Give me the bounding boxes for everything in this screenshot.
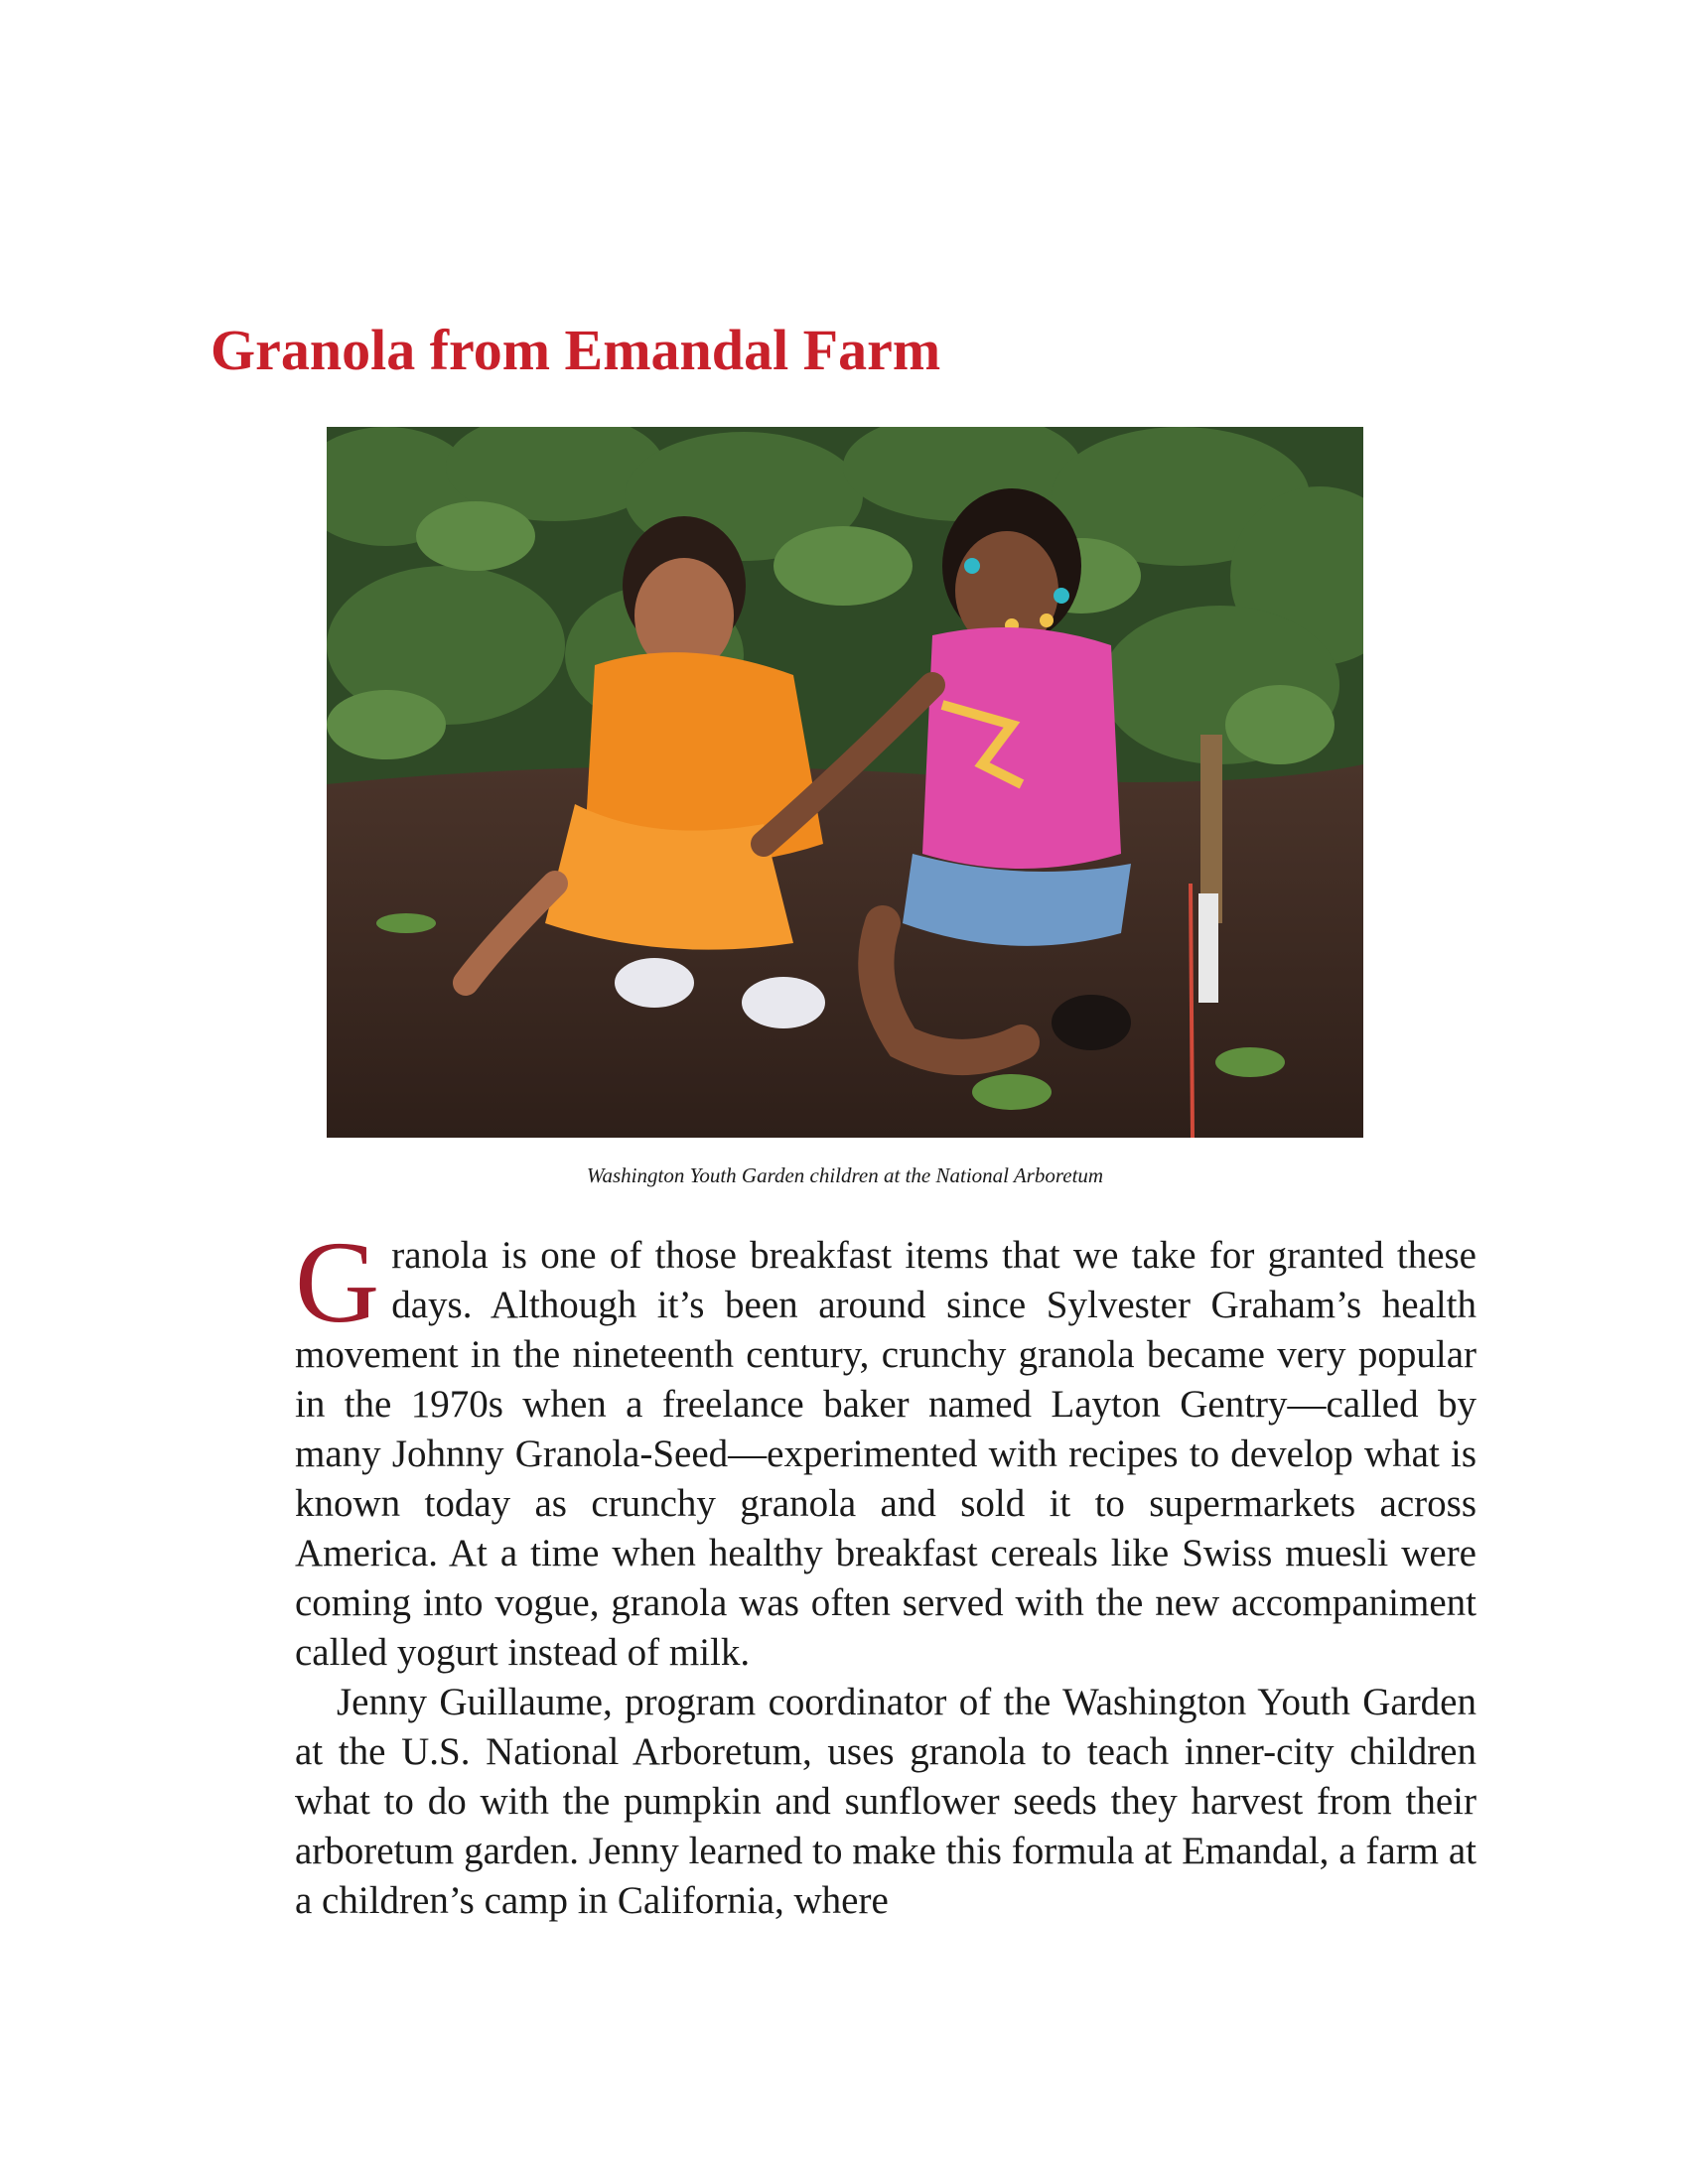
drop-cap: G <box>295 1217 380 1347</box>
article-photo <box>327 427 1363 1138</box>
paragraph-1 <box>295 1217 1477 1678</box>
paragraph-1-text: ranola is one of those breakfast items that we take for granted these days. Although it’s been around since Sylvester Graham’s health movement in the nineteenth century, crunchy granola became very popular in the 1970s when a freelance baker named Layton Gentry—called by many Johnny Granola-Seed—experimented with recipes to develop what is known today as crunchy granola and sold it to supermarkets across America. At a time when healthy breakfast cereals like Swiss muesli were coming into vogue, granola was often served with the new accompaniment called yogurt instead of milk. <box>295 1234 1477 1674</box>
paragraph-2-text: Jenny Guillaume, program coordinator of the Washington Youth Garden at the U.S. National Arboretum, uses granola to teach inner-city children what to do with the pumpkin and sunflower seeds they harvest from their arboretum garden. Jenny learned to make this formula at Emandal, a farm at a children’s camp in California, where <box>295 1681 1477 1922</box>
paragraph-2 <box>295 1678 1477 1926</box>
page-title: Granola from Emandal Farm <box>211 318 941 382</box>
photo-caption: Washington Youth Garden children at the National Arboretum <box>586 1163 1104 1187</box>
article-body <box>295 1217 1477 1926</box>
